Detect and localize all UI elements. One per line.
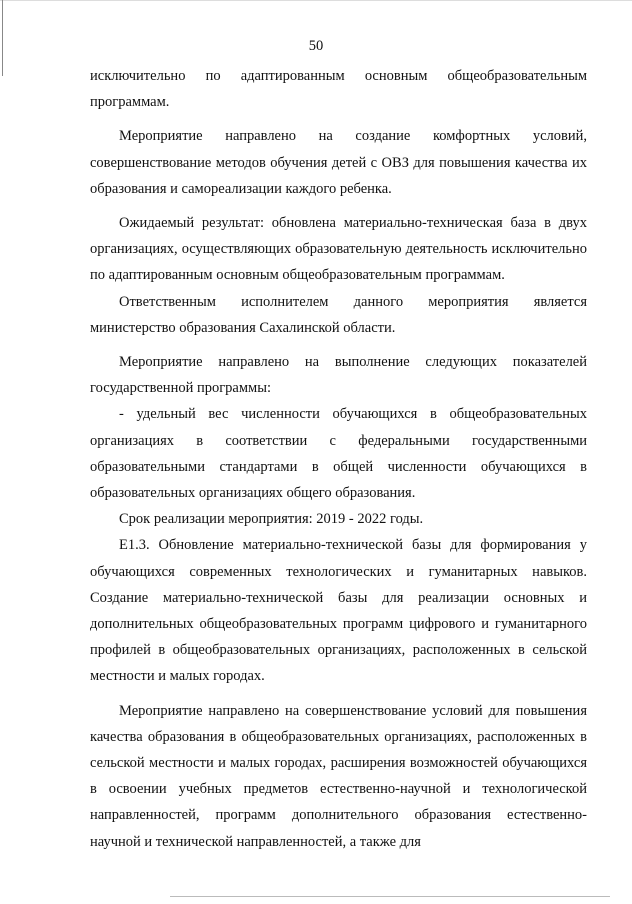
paragraph-6: - удельный вес численности обучающихся в общеобразовательных организациях в соответствии с федеральными государственными образовательными стандартами в общей численности обучающихся в образовательных организациях общего образования.	[90, 406, 587, 502]
paragraph-1: исключительно по адаптированным основным общеобразовательным программам.	[90, 68, 587, 111]
paragraph-8: Е1.3. Обновление материально-технической базы для формирования у обучающихся современных технологических и гуманитарных навыков. Создание материально-технической базы для реализации основных и дополнительных общеобразовательных программ цифрового и гуманитарного профилей в общеобразовательных организациях, расположенных в сельской местности и малых городах.	[90, 537, 587, 685]
paragraph-5: Мероприятие направлено на выполнение следующих показателей государственной программы:	[90, 354, 587, 397]
paragraph-7: Срок реализации мероприятия: 2019 - 2022 годы.	[119, 511, 424, 528]
page-number: 50	[308, 38, 324, 54]
paragraph-3: Ожидаемый результат: обновлена материально-техническая база в двух организациях, осуществляющих образовательную деятельность исключительно по адаптированным основным общеобразовательным программам.	[90, 215, 587, 284]
paragraph-9: Мероприятие направлено на совершенствование условий для повышения качества образования в общеобразовательных организациях, расположенных в сельской местности и малых городах, расширения возможностей обучающихся в освоении учебных предметов естественно-научной и технологической направленностей, программ дополнительного образования естественно-научной и технической направленностей, а также для	[90, 702, 587, 850]
body-text	[90, 63, 587, 855]
scan-edge-top	[0, 0, 632, 1]
paragraph-2: Мероприятие направлено на создание комфортных условий, совершенствование методов обучения детей с ОВЗ для повышения качества их образования и самореализации каждого ребенка.	[90, 128, 587, 197]
paragraph-4: Ответственным исполнителем данного мероприятия является министерство образования Сахалинской области.	[90, 293, 587, 336]
scan-edge-bottom	[170, 896, 610, 897]
